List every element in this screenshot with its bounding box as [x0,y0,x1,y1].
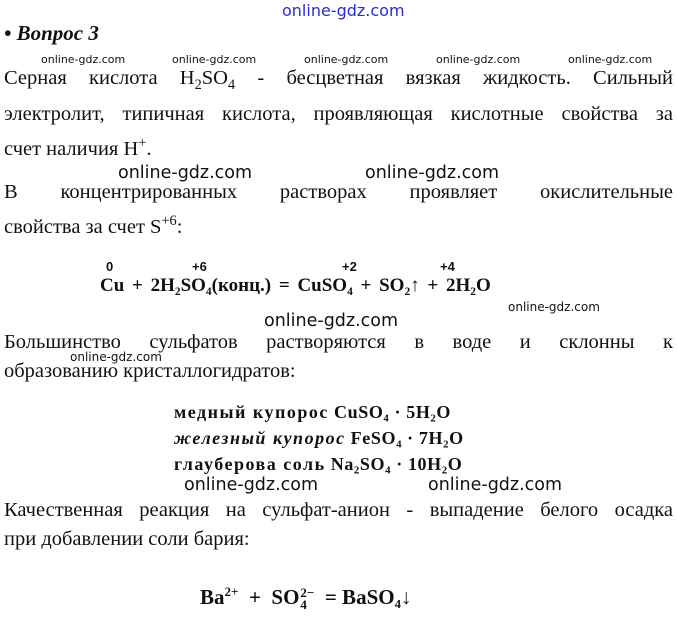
text-line: образованию кристаллогидратов: [4,360,296,382]
ionic-equation: $Ba^{2+}$ + SO 2− 4 = BaSO₄↓ [200,584,412,613]
paragraph-qualitative [4,496,673,554]
text-line: В концентрированных растворах проявляет окислительные [4,181,673,203]
oxidation-state-cu: 0 [106,259,114,274]
text-line: электролит, типичная кислота, проявляющая кислотные свойства за [4,103,673,126]
oxidation-state-cu-right: +2 [342,259,357,274]
hydrate-copper: медный купорос CuSO₄ · 5H₂O [174,402,452,422]
oxidation-state-s-right: +4 [440,259,455,274]
watermark-small: online-gdz.com [508,300,600,314]
redox-equation: Cu + 2H₂SO₄(конц.) = CuSO₄ + SO₂↑ + 2H₂O [100,275,491,296]
paragraph-oxidizing [4,178,673,242]
text-line: свойства за счет $S^{+6}$: [4,213,183,238]
watermark-small: online-gdz.com [172,53,257,66]
hydrate-iron: железный купорос FeSO₄ · 7H₂O [174,428,464,448]
hydrate-glauber: глауберова соль Na₂SO₄ · 10H₂O [174,454,463,474]
watermark-big: online-gdz.com [184,475,319,495]
watermark-top: online-gdz.com [282,1,405,20]
paragraph-sulfates [4,328,673,386]
text-line: счет наличия H+. [4,135,152,160]
text-line: при добавлении соли бария: [4,528,250,550]
watermark-big: online-gdz.com [264,311,399,331]
question-title: • Вопрос 3 [4,21,99,45]
watermark-small: online-gdz.com [41,53,126,66]
watermark-big: online-gdz.com [365,163,500,183]
oxidation-state-s-left: +6 [192,259,207,274]
watermark-small: online-gdz.com [568,53,653,66]
watermark-small: online-gdz.com [70,350,162,364]
text-line: Серная кислота $H_2SO_4$ - бесцветная вязкая жидкость. Сильный [4,67,673,94]
paragraph-acid-properties [4,64,673,164]
watermark-small: online-gdz.com [304,53,389,66]
text-line: Качественная реакция на сульфат-анион - выпадение белого осадка [4,499,673,521]
text-line: Большинство сульфатов растворяются в воде и склонны к [4,331,673,353]
watermark-big: online-gdz.com [118,163,253,183]
watermark-big: online-gdz.com [428,475,563,495]
watermark-small: online-gdz.com [436,53,521,66]
